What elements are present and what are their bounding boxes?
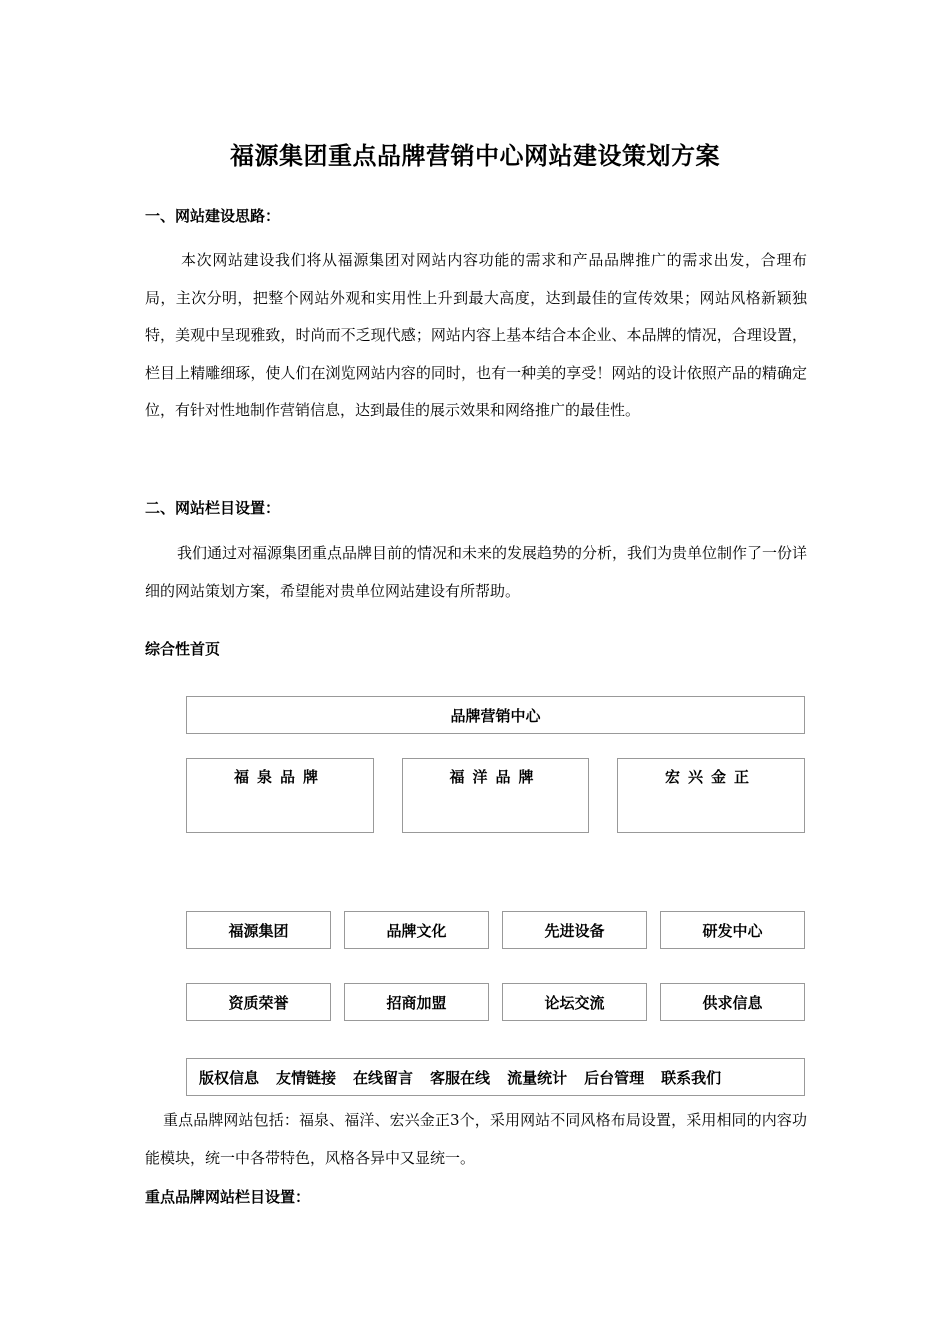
footer-modules-box xyxy=(186,1058,805,1096)
footer-item: 流量统计 xyxy=(507,1068,568,1087)
module-box: 品牌文化 xyxy=(344,911,489,949)
page-title: 福源集团重点品牌营销中心网站建设策划方案 xyxy=(230,142,720,170)
footer-item: 在线留言 xyxy=(353,1068,414,1087)
brand-box: 宏兴金正 xyxy=(617,758,805,833)
footer-item: 联系我们 xyxy=(661,1068,722,1087)
footer-item: 友情链接 xyxy=(276,1068,337,1087)
module-box: 招商加盟 xyxy=(344,983,489,1021)
footer-item: 客服在线 xyxy=(430,1068,491,1087)
module-box: 论坛交流 xyxy=(502,983,647,1021)
footer-item: 版权信息 xyxy=(199,1068,260,1087)
section-heading-ideas: 一、网站建设思路： xyxy=(145,207,281,225)
module-box: 资质荣誉 xyxy=(186,983,331,1021)
section-heading-brand-columns: 重点品牌网站栏目设置： xyxy=(145,1188,311,1206)
paragraph-ideas: 本次网站建设我们将从福源集团对网站内容功能的需求和产品品牌推广的需求出发，合理布局，主次分明，把整个网站外观和实用性上升到最大高度，达到最佳的宣传效果；网站风格新颖独特，美观中呈现雅致，时尚而不乏现代感；网站内容上基本结合本企业、本品牌的情况，合理设置，栏目上精雕细琢，使人们在浏览网站内容的同时，也有一种美的享受！网站的设计依照产品的精确定位，有针对性地制作营销信息，达到最佳的展示效果和网络推广的最佳性。 xyxy=(145,251,807,419)
homepage-label: 综合性首页 xyxy=(145,640,221,658)
module-box: 供求信息 xyxy=(660,983,805,1021)
brand-box: 福泉品牌 xyxy=(186,758,374,833)
module-box: 研发中心 xyxy=(660,911,805,949)
paragraph-columns: 我们通过对福源集团重点品牌目前的情况和未来的发展趋势的分析，我们为贵单位制作了一份详细的网站策划方案，希望能对贵单位网站建设有所帮助。 xyxy=(145,544,808,600)
module-box: 先进设备 xyxy=(502,911,647,949)
brand-box: 福洋品牌 xyxy=(402,758,589,833)
footer-item: 后台管理 xyxy=(584,1068,645,1087)
paragraph-brand-sites: 重点品牌网站包括：福泉、福洋、宏兴金正3个，采用网站不同风格布局设置，采用相同的内容功能模块，统一中各带特色，风格各异中又显统一。 xyxy=(145,1111,807,1167)
diagram-top-box: 品牌营销中心 xyxy=(186,696,805,734)
section-heading-columns: 二、网站栏目设置： xyxy=(145,499,281,517)
module-box: 福源集团 xyxy=(186,911,331,949)
